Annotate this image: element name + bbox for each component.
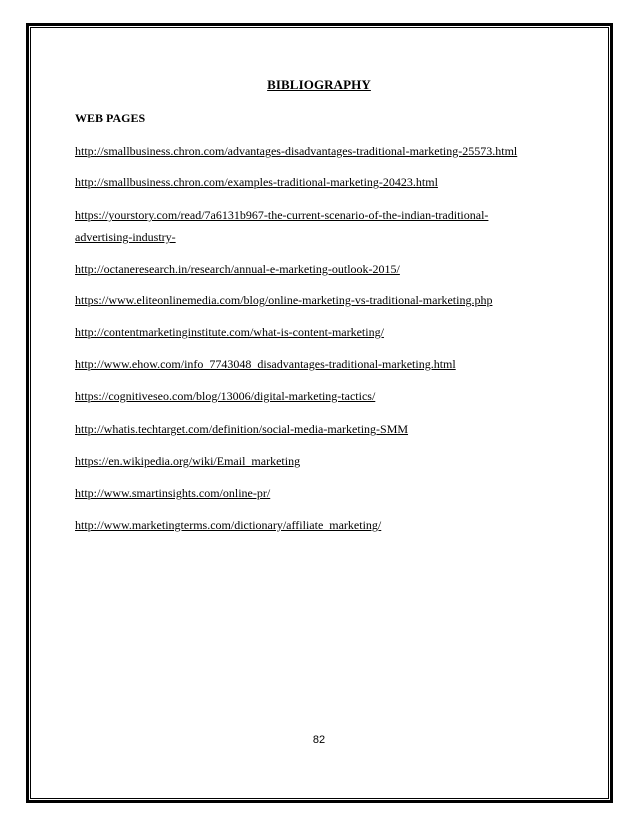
bibliography-link[interactable]: http://whatis.techtarget.com/definition/social-media-marketing-SMM [75, 422, 409, 436]
page-title: BIBLIOGRAPHY [267, 77, 371, 92]
bibliography-link[interactable]: http://www.smartinsights.com/online-pr/ [75, 486, 271, 500]
bibliography-link[interactable]: http://smallbusiness.chron.com/examples-traditional-marketing-20423.html [75, 175, 438, 189]
bibliography-link[interactable]: http://www.ehow.com/info_7743048_disadvantages-traditional-marketing.html [75, 357, 456, 371]
bibliography-link[interactable]: http://contentmarketinginstitute.com/what-is-content-marketing/ [75, 325, 384, 339]
bibliography-link[interactable]: https://www.eliteonlinemedia.com/blog/online-marketing-vs-traditional-marketing.php [75, 293, 493, 307]
bibliography-link[interactable]: http://octaneresearch.in/research/annual-e-marketing-outlook-2015/ [75, 262, 400, 276]
bibliography-link[interactable]: http://www.marketingterms.com/dictionary/affiliate_marketing/ [75, 518, 382, 532]
page-number: 82 [312, 734, 326, 746]
section-heading: WEB PAGES [75, 111, 146, 125]
bibliography-link-continuation[interactable]: advertising-industry- [75, 230, 176, 244]
bibliography-link[interactable]: https://en.wikipedia.org/wiki/Email_marketing [75, 454, 301, 468]
bibliography-link[interactable]: http://smallbusiness.chron.com/advantages-disadvantages-traditional-marketing-25573.html [75, 144, 518, 158]
bibliography-link[interactable]: https://yourstory.com/read/7a6131b967-the-current-scenario-of-the-indian-traditional- [75, 208, 489, 222]
bibliography-link[interactable]: https://cognitiveseo.com/blog/13006/digital-marketing-tactics/ [75, 389, 376, 403]
